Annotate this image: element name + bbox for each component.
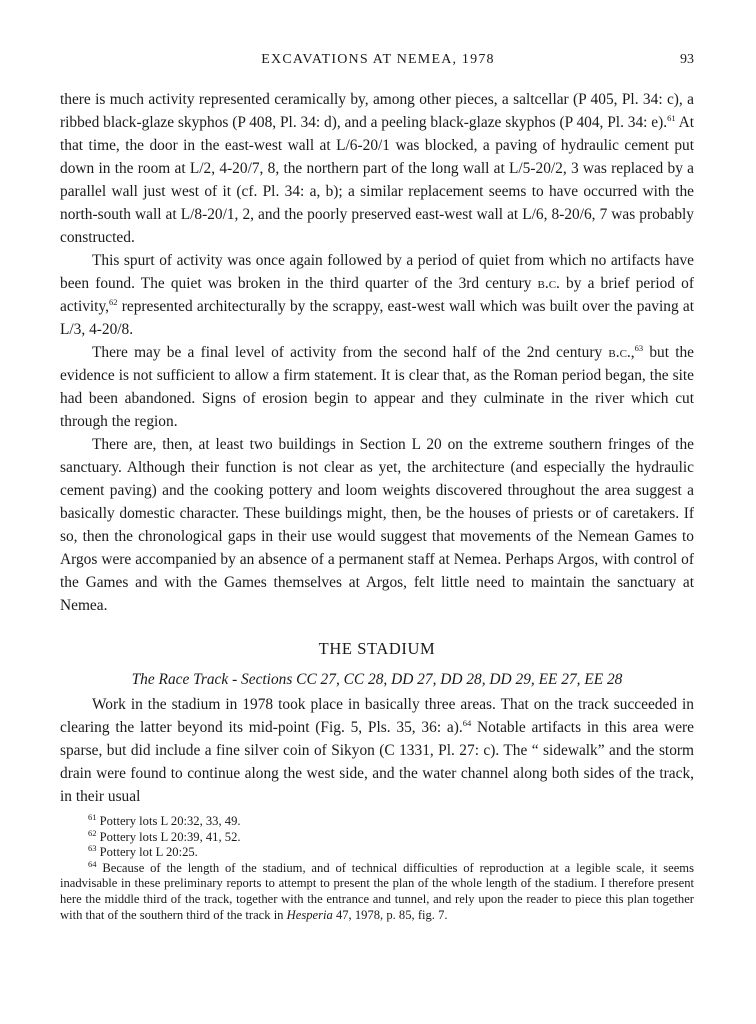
paragraph-2: [60, 249, 694, 341]
page-header: [0, 52, 756, 74]
footnotes: [60, 811, 694, 923]
footnote-text: Because of the length of the stadium, and of technical difficulties of reproduction at a legible scale, it seems inadvisable in these preliminary reports to attempt to present the plan of the whole length of the stadium. I therefore present here the middle third of the track, together with the entrance and tunnel, and rely upon the reader to piece this plan together with that of the southern third of the track in: [60, 860, 694, 922]
paragraph-4: There are, then, at least two buildings in Section L 20 on the extreme southern fringes of the sanctuary. Although their function is not clear as yet, the architecture (and especially the hydraulic cement paving) and the cooking pottery and loom weights discovered throughout the area suggest a basically domestic character. These buildings might, then, be the houses of priests or of caretakers. If so, then the chronological gaps in their use would suggest that movements of the Nemean Games to Argos were accompanied by an absence of a permanent staff at Nemea. Perhaps Argos, with control of the Games and with the Games themselves at Argos, felt little need to maintain the sanctuary at Nemea.: [60, 436, 694, 614]
footnote-ref-62: 62: [109, 296, 118, 307]
era-abbrev: b.c.,: [608, 344, 635, 361]
footnote-text: Pottery lot L 20:25.: [99, 845, 198, 860]
footnote-number: 64: [88, 858, 97, 869]
paragraph-1-text-cont: At that time, the door in the east-west wall at L/6-20/1 was blocked, a paving of hydraulic cement put down in the room at L/2, 4-20/7, 8, the northern part of the long wall at L/5-20/2, 3 was replaced by a parallel wall just west of it (cf. Pl. 34: a, b); a similar replacement seems to have occurred with the north-south wall at L/8-20/1, 2, and the poorly preserved east-west wall at L/6, 8-20/6, 7 was probably constructed.: [60, 114, 694, 246]
footnote-63: [60, 845, 694, 861]
footnote-64: [60, 858, 694, 923]
paragraph-1: [60, 88, 694, 249]
footnote-number: 61: [88, 811, 97, 822]
paragraph-2-text-cont: by a brief period of activity,: [60, 275, 695, 315]
footnote-text: Pottery lots L 20:39, 41, 52.: [99, 829, 241, 844]
footnote-number: 62: [88, 827, 97, 838]
paragraph-5: [60, 693, 694, 808]
paragraph-3: [60, 341, 694, 433]
footnote-61: [60, 811, 694, 830]
footnote-62: [60, 827, 694, 846]
page-number: 93: [680, 52, 694, 67]
footnote-text: Pottery lots L 20:32, 33, 49.: [99, 814, 241, 828]
body-text: [60, 88, 694, 808]
footnote-ref-63: 63: [634, 342, 644, 353]
era-abbrev: b.c.: [537, 275, 560, 292]
footnote-ref-61: 61: [667, 112, 676, 123]
footnote-number: 63: [88, 843, 97, 853]
paragraph-5-text: Work in the stadium in 1978 took place in basically three areas. That on the track succeeded in clearing the latter beyond its mid-point (Fig. 5, Pls. 35, 36: a).: [60, 696, 694, 736]
paragraph-1-text: there is much activity represented ceramically by, among other pieces, a saltcellar (P 405, Pl. 34: c), a ribbed black-glaze skyphos (P 408, Pl. 34: d), and a peeling black-glaze skyphos (P 404, Pl. 34: e).: [60, 91, 694, 131]
paragraph-2-text-end: represented architecturally by the scrappy, east-west wall which was built over the paving at L/3, 4-20/8.: [60, 298, 694, 338]
paragraph-3-text: There may be a final level of activity from the second half of the 2nd century: [92, 344, 609, 361]
paragraph-3-text-cont: but the evidence is not sufficient to allow a firm statement. It is clear that, as the Roman period began, the site had been abandoned. Signs of erosion begin to appear and they culminate in the river which cut through the region.: [60, 344, 694, 430]
section-title: THE STADIUM: [318, 639, 436, 658]
paragraph-5-text-cont: Notable artifacts in this area were sparse, but did include a fine silver coin of Sikyon (C 1331, Pl. 27: c). The “ sidewalk” and the storm drain were found to continue along the west side, and the water channel along both sides of the track, in their usual: [60, 719, 694, 805]
subsection-title: The Race Track - Sections CC 27, CC 28, DD 27, DD 28, DD 29, EE 27, EE 28: [131, 671, 623, 688]
paragraph-2-text: This spurt of activity was once again followed by a period of quiet from which no artifacts have been found. The quiet was broken in the third quarter of the 3rd century: [60, 252, 694, 292]
footnote-text-end: 47, 1978, p. 85, fig. 7.: [332, 907, 448, 922]
journal-title: Hesperia: [286, 907, 333, 922]
running-head: EXCAVATIONS AT NEMEA, 1978: [261, 52, 495, 67]
footnote-ref-64: 64: [462, 717, 472, 728]
